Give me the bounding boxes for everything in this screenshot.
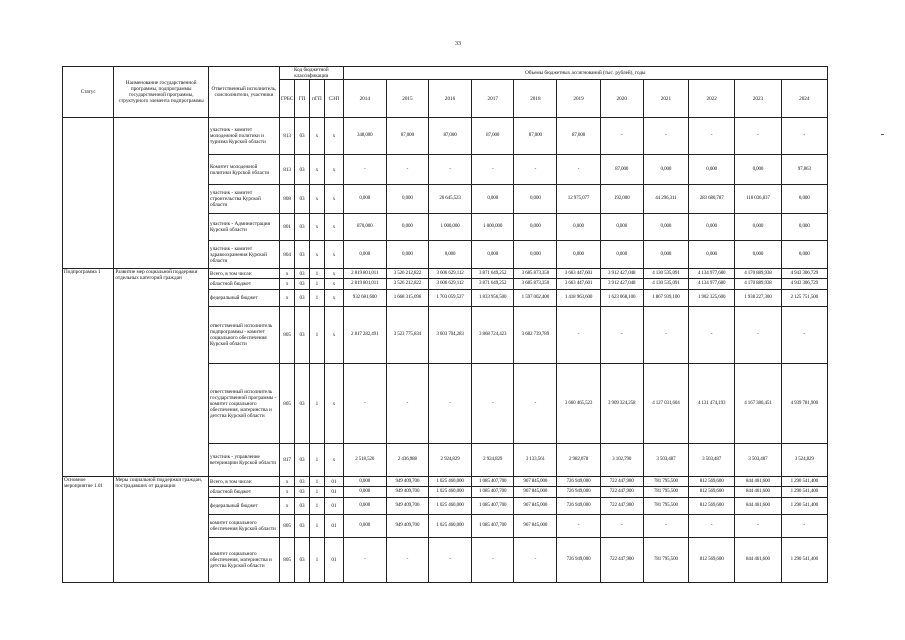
code-cell: х bbox=[325, 269, 344, 279]
responsible-cell: Всего, в том числе: bbox=[208, 477, 279, 487]
header-responsible: Ответственный исполнитель, соисполнители, участники bbox=[208, 67, 279, 118]
code-cell: 03 bbox=[295, 279, 309, 290]
value-cell: 3 603 704,283 bbox=[428, 307, 471, 364]
value-cell: 4 943 306,729 bbox=[781, 279, 827, 290]
header-name: Наименование государственной программы, подпрограммы государственной программы, структурного элемента подпрограммы bbox=[114, 67, 209, 118]
code-cell: 01 bbox=[325, 498, 344, 515]
value-cell: 2 819 801,011 bbox=[343, 269, 386, 279]
code-cell: 1 bbox=[309, 269, 324, 279]
value-cell: - bbox=[735, 307, 781, 364]
value-cell: 3 871 649,252 bbox=[472, 269, 514, 279]
value-cell: - bbox=[557, 307, 600, 364]
margin-mark bbox=[881, 134, 884, 135]
value-cell: 844 461,600 bbox=[735, 538, 781, 583]
code-cell: 01 bbox=[325, 487, 344, 498]
value-cell: - bbox=[514, 364, 557, 444]
value-cell: 3 909 324,258 bbox=[600, 364, 643, 444]
value-cell: - bbox=[735, 118, 781, 155]
code-cell: х bbox=[325, 444, 344, 477]
value-cell: 2 817 282,491 bbox=[343, 307, 386, 364]
header-year: 2014 bbox=[343, 80, 386, 118]
value-cell: 0,000 bbox=[514, 185, 557, 214]
code-cell: 808 bbox=[279, 185, 294, 214]
value-cell: 812 569,600 bbox=[689, 538, 735, 583]
code-cell: 03 bbox=[295, 364, 309, 444]
responsible-cell: участник - комитет здравоохранения Курской области bbox=[208, 241, 279, 269]
value-cell: 1 085 407,700 bbox=[472, 515, 514, 538]
code-cell: 1 bbox=[309, 538, 324, 583]
value-cell: 812 569,600 bbox=[689, 477, 735, 487]
value-cell: 3 685 873,350 bbox=[514, 279, 557, 290]
value-cell: 844 461,600 bbox=[735, 498, 781, 515]
value-cell: 2 924,829 bbox=[472, 444, 514, 477]
status-cell: Основное мероприятие 1.01 bbox=[63, 477, 114, 583]
code-cell: х bbox=[325, 364, 344, 444]
value-cell: 0,000 bbox=[386, 185, 428, 214]
code-cell: 03 bbox=[295, 515, 309, 538]
value-cell: 12 975,077 bbox=[557, 185, 600, 214]
value-cell: - bbox=[472, 538, 514, 583]
value-cell: 3 868 724,423 bbox=[472, 307, 514, 364]
value-cell: 726 949,000 bbox=[557, 538, 600, 583]
value-cell: 0,000 bbox=[343, 487, 386, 498]
value-cell: 3 685 873,350 bbox=[514, 269, 557, 279]
code-cell: х bbox=[325, 279, 344, 290]
value-cell: 1 085 407,700 bbox=[472, 498, 514, 515]
value-cell: 1 597 002,400 bbox=[514, 290, 557, 307]
header-year: 2019 bbox=[557, 80, 600, 118]
code-cell: 1 bbox=[309, 515, 324, 538]
responsible-cell: ответственный исполнитель государственной программы - комитет социального обеспечения, материнства и детства Курской области bbox=[208, 364, 279, 444]
value-cell: 1 668 315,096 bbox=[386, 290, 428, 307]
value-cell: 0,000 bbox=[557, 214, 600, 241]
value-cell: - bbox=[428, 364, 471, 444]
value-cell: 0,000 bbox=[343, 185, 386, 214]
code-cell: 03 bbox=[295, 498, 309, 515]
value-cell: 116 036,837 bbox=[735, 185, 781, 214]
value-cell: - bbox=[600, 307, 643, 364]
value-cell: - bbox=[781, 307, 827, 364]
code-cell: х bbox=[279, 498, 294, 515]
header-grbs: ГРБС bbox=[279, 80, 294, 118]
value-cell: 2 436,988 bbox=[386, 444, 428, 477]
value-cell: 87,000 bbox=[386, 118, 428, 155]
value-cell: 0,000 bbox=[781, 185, 827, 214]
value-cell: 3 524,829 bbox=[781, 444, 827, 477]
value-cell: 1 025 460,000 bbox=[428, 498, 471, 515]
value-cell: 1 418 963,600 bbox=[557, 290, 600, 307]
value-cell: 87,000 bbox=[600, 155, 643, 185]
value-cell: 3 682 739,789 bbox=[514, 307, 557, 364]
value-cell: 967 845,000 bbox=[514, 515, 557, 538]
value-cell: 722 447,900 bbox=[600, 477, 643, 487]
value-cell: 4 127 031,604 bbox=[643, 364, 688, 444]
code-cell: 03 bbox=[295, 214, 309, 241]
value-cell: 781 795,500 bbox=[643, 498, 688, 515]
header-year: 2023 bbox=[735, 80, 781, 118]
code-cell: х bbox=[325, 241, 344, 269]
value-cell: 726 949,000 bbox=[557, 477, 600, 487]
value-cell: 812 569,600 bbox=[689, 498, 735, 515]
code-cell: 1 bbox=[309, 487, 324, 498]
code-cell: 813 bbox=[279, 155, 294, 185]
value-cell: 0,000 bbox=[472, 185, 514, 214]
value-cell: 726 949,000 bbox=[557, 498, 600, 515]
responsible-cell: участник - комитет строительства Курской области bbox=[208, 185, 279, 214]
value-cell: 4 131 474,193 bbox=[689, 364, 735, 444]
responsible-cell: Комитет молодежной политики Курской области bbox=[208, 155, 279, 185]
code-cell: 1 bbox=[309, 279, 324, 290]
table-body bbox=[63, 118, 828, 583]
header-pgp: пГП bbox=[309, 80, 324, 118]
code-cell: х bbox=[279, 477, 294, 487]
header-volumes: Объемы бюджетных ассигнований (тыс. рублей), годы bbox=[343, 67, 827, 80]
value-cell: - bbox=[643, 307, 688, 364]
value-cell: 3 871 649,252 bbox=[472, 279, 514, 290]
code-cell: х bbox=[325, 290, 344, 307]
value-cell: 3 912 427,048 bbox=[600, 279, 643, 290]
value-cell: - bbox=[643, 515, 688, 538]
value-cell: 3 133,561 bbox=[514, 444, 557, 477]
value-cell: 0,000 bbox=[600, 241, 643, 269]
value-cell: 3 663 447,601 bbox=[557, 279, 600, 290]
responsible-cell: участник - комитет молодежной политики и туризма Курской области bbox=[208, 118, 279, 155]
status-cell: Подпрограмма 1 bbox=[63, 269, 114, 477]
page-number: 33 bbox=[455, 41, 461, 47]
value-cell: 1 902 325,600 bbox=[689, 290, 735, 307]
value-cell: 4 134 977,680 bbox=[689, 279, 735, 290]
responsible-cell: комитет социального обеспечения, материнства и детства Курской области bbox=[208, 538, 279, 583]
code-cell: 1 bbox=[309, 444, 324, 477]
status-cell bbox=[63, 118, 114, 269]
value-cell: 1 000,000 bbox=[472, 214, 514, 241]
value-cell: 348,000 bbox=[343, 118, 386, 155]
code-cell: 805 bbox=[279, 538, 294, 583]
value-cell: - bbox=[428, 538, 471, 583]
budget-table bbox=[62, 66, 828, 583]
value-cell: - bbox=[472, 155, 514, 185]
value-cell: 1 290 541,400 bbox=[781, 487, 827, 498]
header-year: 2018 bbox=[514, 80, 557, 118]
value-cell: - bbox=[514, 538, 557, 583]
value-cell: 781 795,500 bbox=[643, 487, 688, 498]
code-cell: 03 bbox=[295, 487, 309, 498]
value-cell: 1 085 407,700 bbox=[472, 487, 514, 498]
code-cell: х bbox=[325, 155, 344, 185]
value-cell: 3 660 465,523 bbox=[557, 364, 600, 444]
value-cell: 0,000 bbox=[428, 241, 471, 269]
value-cell: 0,000 bbox=[557, 241, 600, 269]
value-cell: 0,000 bbox=[343, 498, 386, 515]
value-cell: 87,000 bbox=[472, 118, 514, 155]
value-cell: 844 461,600 bbox=[735, 487, 781, 498]
table-row bbox=[63, 269, 828, 279]
code-cell: 1 bbox=[309, 290, 324, 307]
value-cell: 812 569,600 bbox=[689, 487, 735, 498]
code-cell: х bbox=[309, 118, 324, 155]
value-cell: 0,000 bbox=[643, 241, 688, 269]
code-cell: х bbox=[279, 279, 294, 290]
code-cell: 03 bbox=[295, 155, 309, 185]
value-cell: 2 819 801,011 bbox=[343, 279, 386, 290]
value-cell: - bbox=[735, 515, 781, 538]
value-cell: 4 130 535,091 bbox=[643, 269, 688, 279]
value-cell: - bbox=[557, 155, 600, 185]
value-cell: 0,000 bbox=[343, 515, 386, 538]
value-cell: - bbox=[689, 118, 735, 155]
header-year: 2020 bbox=[600, 80, 643, 118]
value-cell: - bbox=[386, 364, 428, 444]
value-cell: 0,000 bbox=[781, 241, 827, 269]
table-row bbox=[63, 118, 828, 155]
code-cell: 03 bbox=[295, 241, 309, 269]
value-cell: 722 447,900 bbox=[600, 487, 643, 498]
code-cell: 813 bbox=[279, 118, 294, 155]
code-cell: 804 bbox=[279, 241, 294, 269]
responsible-cell: областной бюджет bbox=[208, 487, 279, 498]
responsible-cell: ответственный исполнитель подпрограммы - комитет социального обеспечения Курской области bbox=[208, 307, 279, 364]
value-cell: 722 447,900 bbox=[600, 538, 643, 583]
value-cell: - bbox=[600, 118, 643, 155]
value-cell: - bbox=[689, 307, 735, 364]
value-cell: - bbox=[428, 155, 471, 185]
value-cell: 3 526 212,822 bbox=[386, 279, 428, 290]
code-cell: 1 bbox=[309, 477, 324, 487]
value-cell: 0,000 bbox=[735, 214, 781, 241]
value-cell: 2 924,829 bbox=[428, 444, 471, 477]
code-cell: 03 bbox=[295, 118, 309, 155]
value-cell: - bbox=[343, 538, 386, 583]
header-year: 2015 bbox=[386, 80, 428, 118]
value-cell: 781 795,500 bbox=[643, 477, 688, 487]
value-cell: 1 290 541,400 bbox=[781, 538, 827, 583]
value-cell: 932 681,600 bbox=[343, 290, 386, 307]
value-cell: - bbox=[781, 515, 827, 538]
code-cell: 03 bbox=[295, 290, 309, 307]
responsible-cell: комитет социального обеспечения Курской области bbox=[208, 515, 279, 538]
value-cell: 0,000 bbox=[643, 155, 688, 185]
value-cell: 949 409,700 bbox=[386, 515, 428, 538]
code-cell: 01 bbox=[325, 515, 344, 538]
value-cell: 3 503,487 bbox=[689, 444, 735, 477]
value-cell: 949 409,700 bbox=[386, 498, 428, 515]
value-cell: 0,000 bbox=[689, 241, 735, 269]
value-cell: 967 845,000 bbox=[514, 498, 557, 515]
code-cell: 805 bbox=[279, 364, 294, 444]
value-cell: 3 102,790 bbox=[600, 444, 643, 477]
value-cell: 26 645,523 bbox=[428, 185, 471, 214]
code-cell: 03 bbox=[295, 307, 309, 364]
value-cell: 0,000 bbox=[343, 241, 386, 269]
code-cell: 1 bbox=[309, 307, 324, 364]
code-cell: х bbox=[325, 214, 344, 241]
value-cell: - bbox=[386, 155, 428, 185]
value-cell: 949 409,700 bbox=[386, 477, 428, 487]
value-cell: 949 409,700 bbox=[386, 487, 428, 498]
code-cell: х bbox=[309, 241, 324, 269]
value-cell: 967 845,000 bbox=[514, 487, 557, 498]
value-cell: 4 170 889,938 bbox=[735, 269, 781, 279]
value-cell: 1 867 939,100 bbox=[643, 290, 688, 307]
value-cell: 0,000 bbox=[514, 241, 557, 269]
value-cell: 0,000 bbox=[600, 214, 643, 241]
value-cell: 4 134 977,680 bbox=[689, 269, 735, 279]
value-cell: 2 518,520 bbox=[343, 444, 386, 477]
value-cell: 1 085 407,700 bbox=[472, 477, 514, 487]
value-cell: 4 939 781,900 bbox=[781, 364, 827, 444]
code-cell: 03 bbox=[295, 477, 309, 487]
value-cell: 1 290 541,400 bbox=[781, 498, 827, 515]
code-cell: 805 bbox=[279, 515, 294, 538]
value-cell: 1 703 059,527 bbox=[428, 290, 471, 307]
value-cell: 3 606 629,112 bbox=[428, 269, 471, 279]
name-cell: Развитие мер социальной поддержки отдельных категорий граждан bbox=[114, 269, 209, 477]
header-year: 2024 bbox=[781, 80, 827, 118]
code-cell: х bbox=[309, 185, 324, 214]
name-cell bbox=[114, 118, 209, 269]
value-cell: 1 833 956,500 bbox=[472, 290, 514, 307]
code-cell: х bbox=[279, 290, 294, 307]
value-cell: 0,000 bbox=[735, 241, 781, 269]
code-cell: 03 bbox=[295, 185, 309, 214]
value-cell: 967 845,000 bbox=[514, 477, 557, 487]
value-cell: 726 949,000 bbox=[557, 487, 600, 498]
code-cell: 03 bbox=[295, 538, 309, 583]
value-cell: - bbox=[343, 155, 386, 185]
header-year: 2022 bbox=[689, 80, 735, 118]
code-cell: 805 bbox=[279, 307, 294, 364]
code-cell: 801 bbox=[279, 214, 294, 241]
responsible-cell: областной бюджет bbox=[208, 279, 279, 290]
value-cell: - bbox=[689, 515, 735, 538]
code-cell: 01 bbox=[325, 538, 344, 583]
value-cell: - bbox=[781, 118, 827, 155]
value-cell: - bbox=[472, 364, 514, 444]
code-cell: 01 bbox=[325, 477, 344, 487]
value-cell: 0,000 bbox=[689, 155, 735, 185]
code-cell: х bbox=[325, 185, 344, 214]
value-cell: 87,000 bbox=[514, 118, 557, 155]
value-cell: 0,000 bbox=[735, 155, 781, 185]
value-cell: 0,000 bbox=[343, 477, 386, 487]
value-cell: 4 170 889,938 bbox=[735, 279, 781, 290]
value-cell: 3 523 775,834 bbox=[386, 307, 428, 364]
header-status: Статус bbox=[63, 67, 114, 118]
responsible-cell: федеральный бюджет bbox=[208, 290, 279, 307]
table-row bbox=[63, 477, 828, 487]
header-year: 2016 bbox=[428, 80, 471, 118]
value-cell: 1 025 460,000 bbox=[428, 515, 471, 538]
value-cell: 3 503,487 bbox=[643, 444, 688, 477]
value-cell: - bbox=[557, 515, 600, 538]
value-cell: - bbox=[600, 515, 643, 538]
value-cell: 3 663 447,601 bbox=[557, 269, 600, 279]
value-cell: 2 125 751,500 bbox=[781, 290, 827, 307]
responsible-cell: федеральный бюджет bbox=[208, 498, 279, 515]
value-cell: 1 000,000 bbox=[428, 214, 471, 241]
value-cell: 3 503,487 bbox=[735, 444, 781, 477]
code-cell: х bbox=[309, 155, 324, 185]
code-cell: х bbox=[279, 269, 294, 279]
header-year: 2017 bbox=[472, 80, 514, 118]
value-cell: 1 290 541,400 bbox=[781, 477, 827, 487]
value-cell: - bbox=[514, 155, 557, 185]
code-cell: 03 bbox=[295, 269, 309, 279]
code-cell: 1 bbox=[309, 364, 324, 444]
value-cell: 44 296,311 bbox=[643, 185, 688, 214]
responsible-cell: участник - управление ветеринарии Курской области bbox=[208, 444, 279, 477]
value-cell: 4 943 306,729 bbox=[781, 269, 827, 279]
name-cell: Меры социальной поддержки граждан, пострадавших от радиации bbox=[114, 477, 209, 583]
value-cell: 0,000 bbox=[386, 241, 428, 269]
value-cell: 87,000 bbox=[428, 118, 471, 155]
value-cell: 192,000 bbox=[600, 185, 643, 214]
responsible-cell: участник - Администрация Курской области bbox=[208, 214, 279, 241]
value-cell: 870,000 bbox=[343, 214, 386, 241]
value-cell: 1 623 068,100 bbox=[600, 290, 643, 307]
code-cell: х bbox=[309, 214, 324, 241]
value-cell: - bbox=[343, 364, 386, 444]
value-cell: 781 795,500 bbox=[643, 538, 688, 583]
value-cell: 844 461,600 bbox=[735, 477, 781, 487]
value-cell: 3 912 427,048 bbox=[600, 269, 643, 279]
header-sep: СЭП bbox=[325, 80, 344, 118]
value-cell: 3 526 212,822 bbox=[386, 269, 428, 279]
value-cell: 1 938 227,300 bbox=[735, 290, 781, 307]
header-budget-code: Код бюджетной классификации bbox=[279, 67, 343, 80]
value-cell: 0,000 bbox=[643, 214, 688, 241]
value-cell: 0,000 bbox=[781, 214, 827, 241]
value-cell: 0,000 bbox=[514, 214, 557, 241]
code-cell: 03 bbox=[295, 444, 309, 477]
code-cell: х bbox=[325, 307, 344, 364]
value-cell: 722 447,900 bbox=[600, 498, 643, 515]
value-cell: - bbox=[386, 538, 428, 583]
header-year: 2021 bbox=[643, 80, 688, 118]
value-cell: 283 680,787 bbox=[689, 185, 735, 214]
code-cell: 1 bbox=[309, 498, 324, 515]
value-cell: 3 606 629,112 bbox=[428, 279, 471, 290]
value-cell: 2 982,078 bbox=[557, 444, 600, 477]
value-cell: - bbox=[643, 118, 688, 155]
value-cell: 0,000 bbox=[689, 214, 735, 241]
code-cell: х bbox=[279, 487, 294, 498]
code-cell: 817 bbox=[279, 444, 294, 477]
value-cell: 87,000 bbox=[557, 118, 600, 155]
code-cell: х bbox=[325, 118, 344, 155]
value-cell: 4 167 386,451 bbox=[735, 364, 781, 444]
value-cell: 1 025 460,000 bbox=[428, 477, 471, 487]
responsible-cell: Всего, в том числе: bbox=[208, 269, 279, 279]
value-cell: 0,000 bbox=[472, 241, 514, 269]
value-cell: 97,863 bbox=[781, 155, 827, 185]
value-cell: 1 025 460,000 bbox=[428, 487, 471, 498]
header-gp: ГП bbox=[295, 80, 309, 118]
value-cell: 0,000 bbox=[386, 214, 428, 241]
value-cell: 4 130 535,091 bbox=[643, 279, 688, 290]
